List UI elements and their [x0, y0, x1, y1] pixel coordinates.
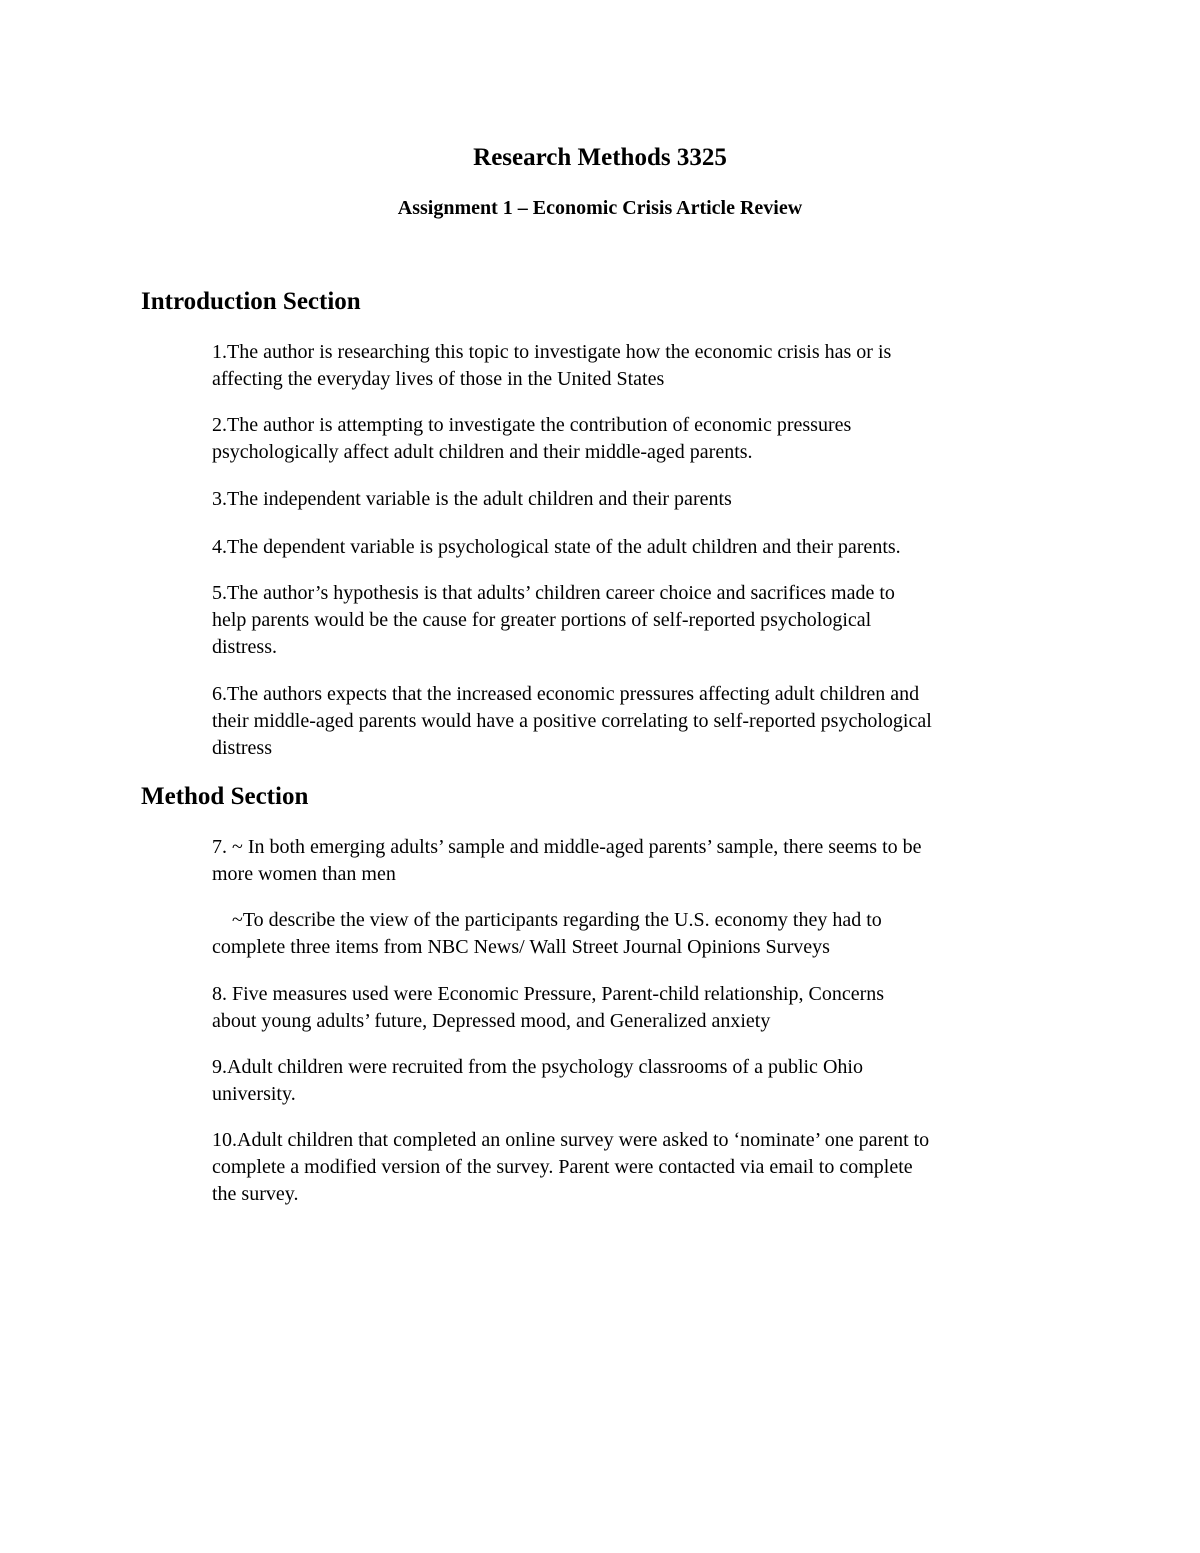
intro-item-4	[212, 534, 1072, 561]
method-item-7-line-1: 7. ~ In both emerging adults’ sample and middle-aged parents’ sample, there seems to be	[212, 836, 922, 858]
method-item-8	[212, 981, 1072, 1035]
method-item-9-line-1: 9.Adult children were recruited from the psychology classrooms of a public Ohio	[212, 1056, 863, 1078]
method-item-8-line-1: 8. Five measures used were Economic Pressure, Parent-child relationship, Concerns	[212, 983, 885, 1005]
intro-item-6-line-3: distress	[212, 737, 272, 759]
intro-item-1	[212, 339, 1072, 393]
intro-item-3-line-1: 3.The independent variable is the adult children and their parents	[212, 488, 732, 510]
intro-item-5	[212, 580, 1072, 661]
intro-item-1-line-1: 1.The author is researching this topic to investigate how the economic crisis has or is	[212, 341, 892, 363]
method-item-8-line-2: about young adults’ future, Depressed mood, and Generalized anxiety	[212, 1010, 771, 1032]
method-item-10-line-3: the survey.	[212, 1183, 299, 1205]
method-item-7b-line-2: complete three items from NBC News/ Wall Street Journal Opinions Surveys	[212, 936, 830, 958]
method-heading: Method Section	[141, 783, 309, 810]
intro-item-1-line-2: affecting the everyday lives of those in the United States	[212, 368, 665, 390]
document-subtitle: Assignment 1 – Economic Crisis Article Review	[397, 197, 803, 219]
intro-item-4-line-1: 4.The dependent variable is psychological state of the adult children and their parents.	[212, 536, 901, 558]
document-title: Research Methods 3325	[473, 144, 727, 171]
intro-item-3	[212, 486, 1072, 513]
method-item-7b-line-1: ~To describe the view of the participants regarding the U.S. economy they had to	[232, 909, 882, 931]
introduction-heading: Introduction Section	[141, 288, 361, 315]
intro-item-2-line-1: 2.The author is attempting to investigate the contribution of economic pressures	[212, 414, 852, 436]
method-item-7	[212, 834, 1072, 888]
method-item-10-line-1: 10.Adult children that completed an online survey were asked to ‘nominate’ one parent to	[212, 1129, 930, 1151]
method-item-9-line-2: university.	[212, 1083, 296, 1105]
method-item-10	[212, 1127, 1072, 1208]
method-item-7-line-2: more women than men	[212, 863, 396, 885]
intro-item-6-line-1: 6.The authors expects that the increased economic pressures affecting adult children and	[212, 683, 920, 705]
method-item-10-line-2: complete a modified version of the survey. Parent were contacted via email to complete	[212, 1156, 913, 1178]
method-item-7-continued	[212, 907, 1072, 961]
intro-item-5-line-1: 5.The author’s hypothesis is that adults’ children career choice and sacrifices made to	[212, 582, 895, 604]
intro-item-2	[212, 412, 1072, 466]
method-item-9	[212, 1054, 1072, 1108]
intro-item-6	[212, 681, 1072, 762]
intro-item-5-line-3: distress.	[212, 636, 277, 658]
intro-item-6-line-2: their middle-aged parents would have a positive correlating to self-reported psychological	[212, 710, 932, 732]
intro-item-5-line-2: help parents would be the cause for greater portions of self-reported psychological	[212, 609, 872, 631]
intro-item-2-line-2: psychologically affect adult children and their middle-aged parents.	[212, 441, 753, 463]
